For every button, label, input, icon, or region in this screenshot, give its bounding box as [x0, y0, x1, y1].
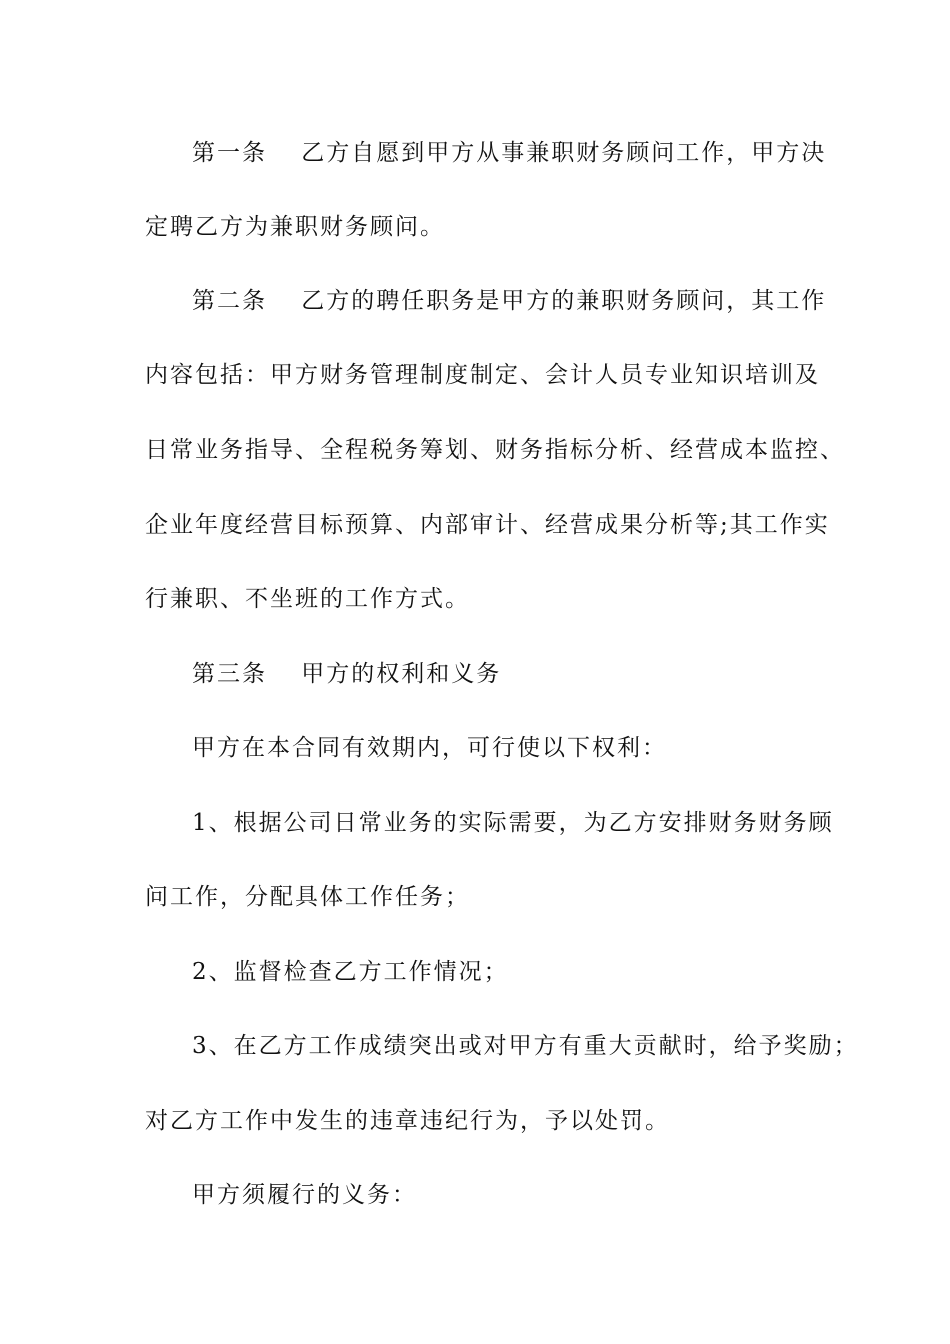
article-1-line-1: 第一条 乙方自愿到甲方从事兼职财务顾问工作，甲方决 [192, 140, 827, 166]
article-2-line-1: 第二条 乙方的聘任职务是甲方的兼职财务顾问，其工作 [192, 288, 827, 314]
article-2-line-5: 行兼职、不坐班的工作方式。 [145, 586, 470, 612]
article-1-line-2: 定聘乙方为兼职财务顾问。 [145, 214, 445, 240]
right-2: 2、监督检查乙方工作情况； [192, 959, 509, 985]
article-3-heading: 第三条 甲方的权利和义务 [192, 661, 502, 687]
right-3-line-2: 对乙方工作中发生的违章违纪行为，予以处罚。 [145, 1108, 670, 1134]
article-2-line-2: 内容包括：甲方财务管理制度制定、会计人员专业知识培训及 [145, 362, 820, 388]
right-3-line-1: 3、在乙方工作成绩突出或对甲方有重大贡献时，给予奖励； [192, 1033, 859, 1059]
party-a-rights-intro: 甲方在本合同有效期内，可行使以下权利： [192, 735, 667, 761]
right-1-line-2: 问工作，分配具体工作任务； [145, 884, 470, 910]
party-a-obligations-intro: 甲方须履行的义务： [192, 1182, 417, 1208]
right-1-line-1: 1、根据公司日常业务的实际需要，为乙方安排财务财务顾 [192, 810, 834, 836]
article-2-line-4: 企业年度经营目标预算、内部审计、经营成果分析等;其工作实 [145, 512, 830, 538]
article-2-line-3: 日常业务指导、全程税务筹划、财务指标分析、经营成本监控、 [145, 437, 845, 463]
